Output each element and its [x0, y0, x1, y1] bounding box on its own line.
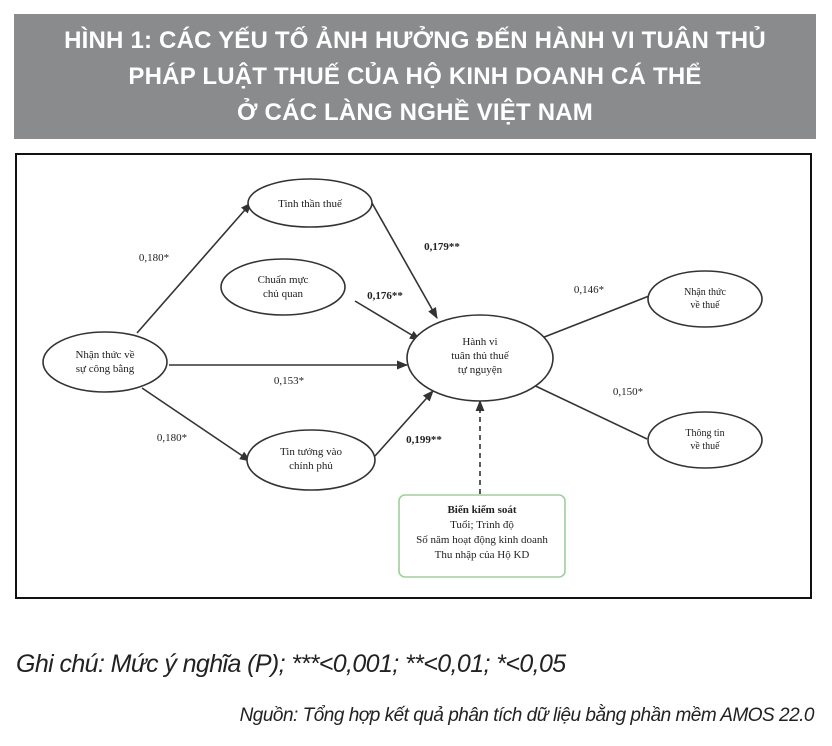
edge-label-tinh-than-to-hv: 0,179** — [424, 241, 460, 253]
control-box-line-1: Tuổi; Trình độ — [450, 519, 514, 531]
source-note: Nguồn: Tổng hợp kết quả phân tích dữ liệu bằng phần mềm AMOS 22.0 — [239, 705, 814, 726]
edge-label-thong-tin-to-hv: 0,150* — [612, 386, 644, 398]
edge-label-nhan-thuc-thue-to-hv: 0,146* — [573, 284, 605, 296]
figure-title-line-3: Ở CÁC LÀNG NGHỀ VIỆT NAM — [237, 99, 593, 126]
label-thong-tin: Thông tin về thuế — [685, 428, 725, 452]
node-chuan-muc — [221, 259, 345, 315]
label-hanh-vi: Hành vi tuân thủ thuế tự nguyện — [451, 336, 509, 376]
control-box-line-2: Số năm hoạt động kinh doanh — [416, 534, 548, 546]
node-nhan-thuc-cong-bang — [43, 332, 167, 392]
figure-title-line-1: HÌNH 1: CÁC YẾU TỐ ẢNH HƯỞNG ĐẾN HÀNH VI TUÂN THỦ — [64, 27, 766, 54]
figure-title-banner — [14, 14, 816, 139]
edge-cb-to-tin-tuong — [142, 388, 250, 461]
control-box-line-3: Thu nhập của Hộ KD — [434, 549, 530, 561]
control-box-title: Biến kiểm soát — [447, 504, 517, 516]
label-nhan-thuc-cong-bang: Nhận thức về sự công bằng — [75, 349, 135, 375]
edge-nhan-thuc-thue-to-hv — [529, 296, 649, 343]
edge-label-cb-to-tin-tuong: 0,180* — [156, 432, 188, 444]
edge-cb-to-tinh-than — [137, 203, 251, 333]
label-chuan-muc: Chuẩn mực chủ quan — [257, 274, 309, 300]
diagram-frame — [15, 153, 812, 599]
edge-label-tin-tuong-to-hv: 0,199** — [406, 434, 442, 446]
path-diagram — [17, 155, 810, 597]
label-tin-tuong: Tin tưởng vào chính phủ — [279, 446, 343, 472]
edge-label-cb-to-hv: 0,153* — [273, 375, 305, 387]
label-tinh-than-thue: Tinh thần thuế — [278, 198, 342, 210]
label-nhan-thuc-thue: Nhận thức về thuế — [684, 287, 726, 311]
node-thong-tin — [648, 412, 762, 468]
edge-label-cb-to-tinh-than: 0,180* — [138, 252, 170, 264]
significance-note: Ghi chú: Mức ý nghĩa (P); ***<0,001; **<0,01; *<0,05 — [16, 650, 566, 678]
figure-title-line-2: PHÁP LUẬT THUẾ CỦA HỘ KINH DOANH CÁ THỂ — [128, 63, 702, 90]
edge-label-chuan-muc-to-hv: 0,176** — [367, 290, 403, 302]
node-nhan-thuc-thue — [648, 271, 762, 327]
edge-chuan-muc-to-hv — [355, 301, 420, 340]
edge-tin-tuong-to-hv — [375, 391, 433, 456]
